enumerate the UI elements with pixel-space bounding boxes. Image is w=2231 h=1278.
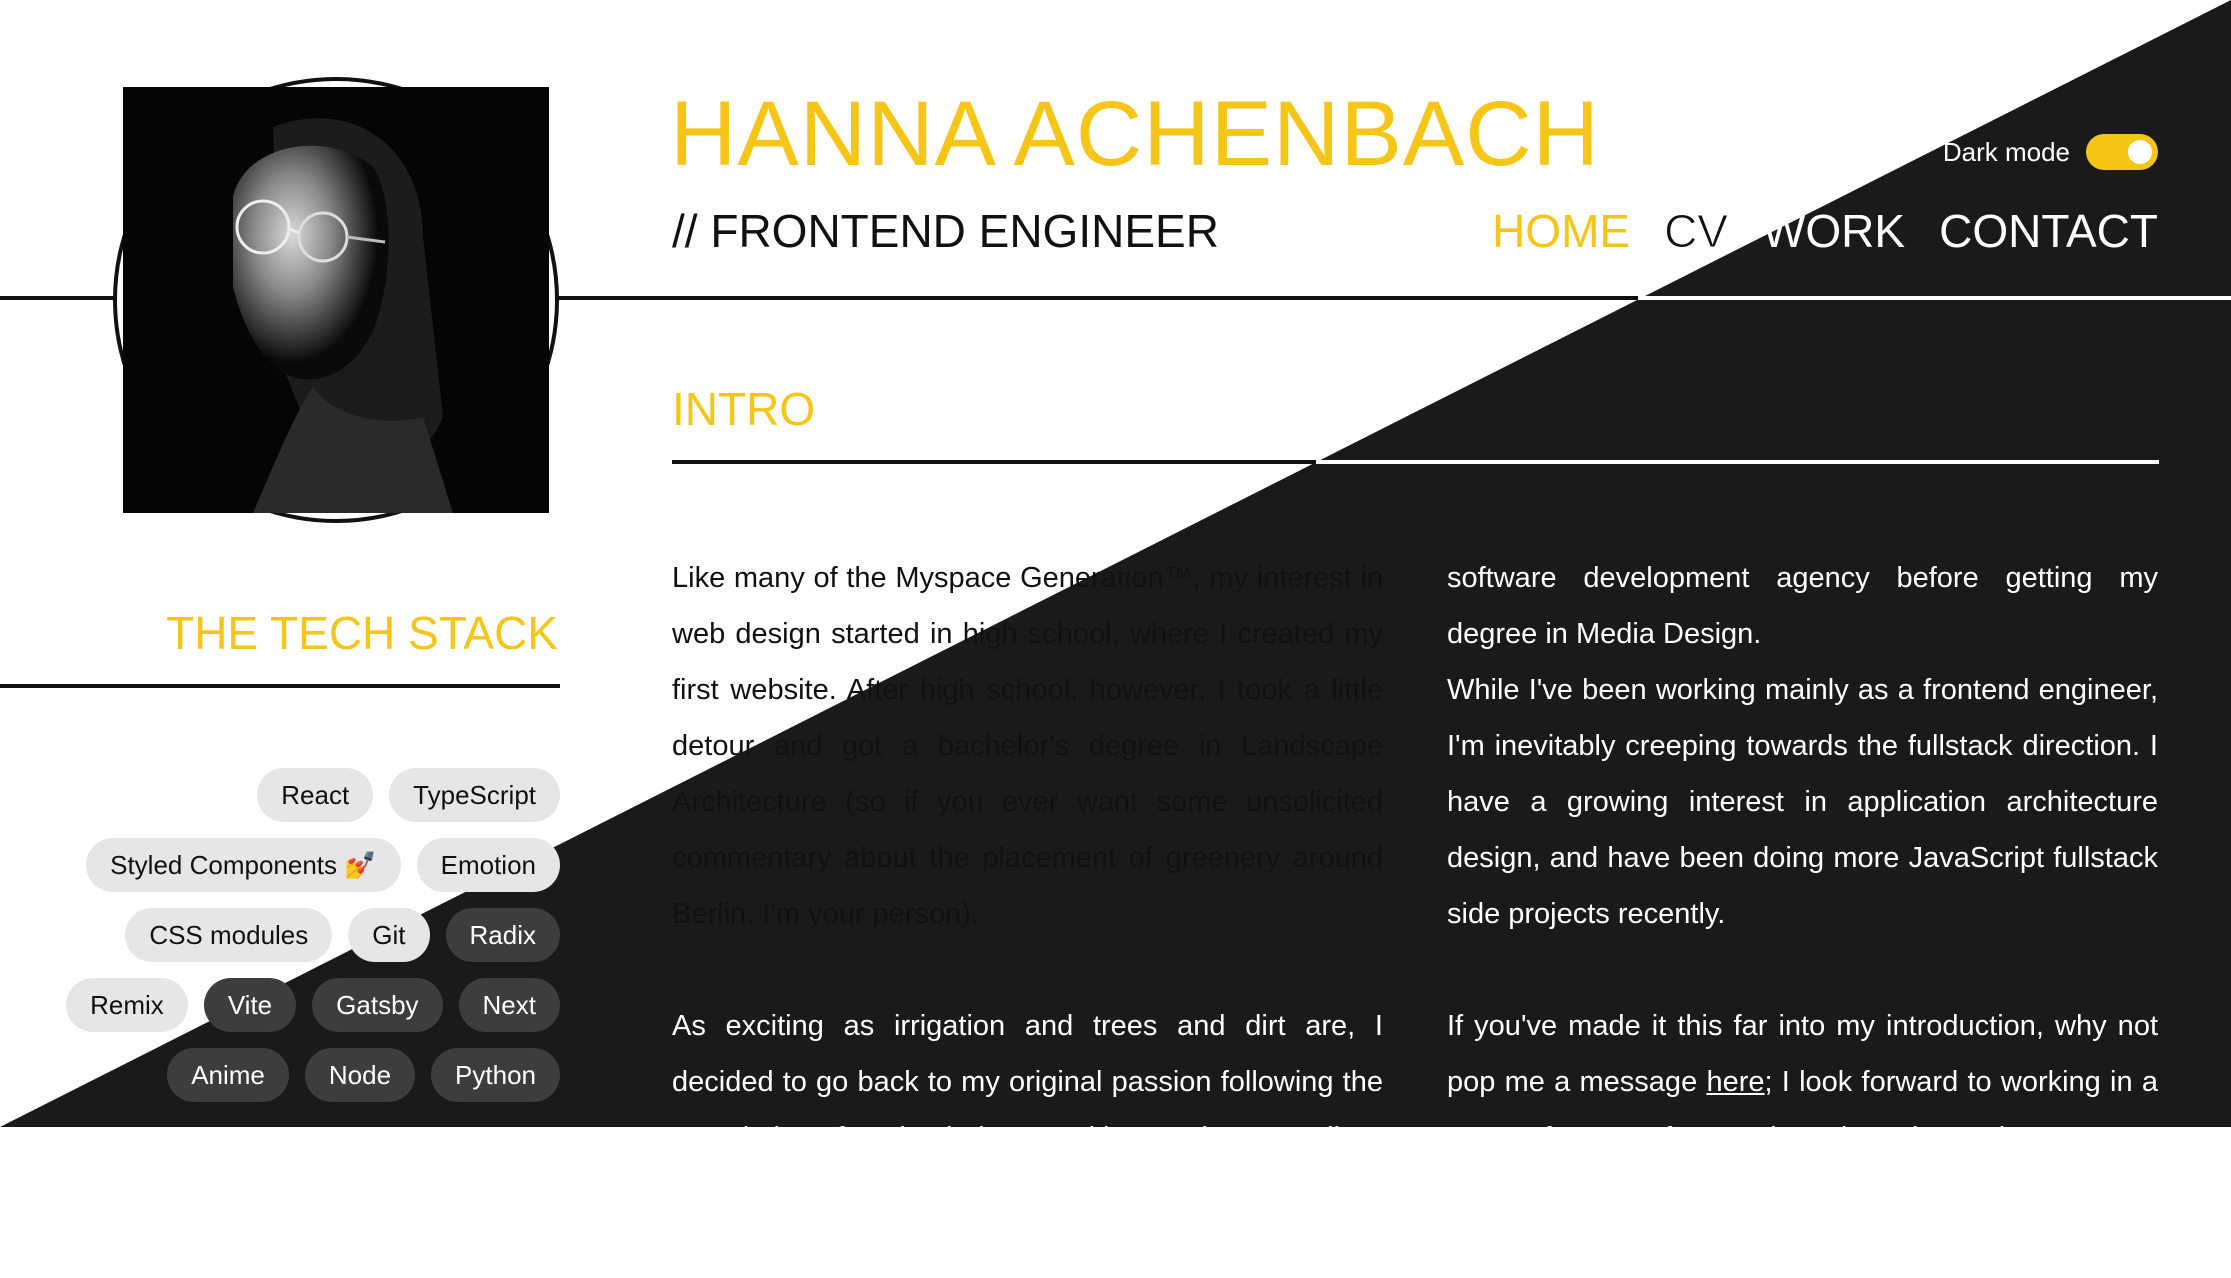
tag-row (125, 908, 560, 962)
tag-vite[interactable]: Vite (204, 978, 296, 1032)
portrait-photo (123, 87, 549, 513)
tag-gatsby[interactable]: Gatsby (312, 978, 442, 1032)
tech-stack-heading: THE TECH STACK (166, 607, 558, 659)
intro-text: If you've made it this far into my introduction, why not pop me a message (1447, 1010, 2158, 1098)
dark-mode-control (1943, 134, 2158, 170)
intro-text: software development agency before getting my degree in Media Design. (1447, 562, 2158, 650)
nav-contact[interactable]: CONTACT (1939, 205, 2158, 257)
avatar (113, 77, 559, 523)
tag-remix[interactable]: Remix (66, 978, 188, 1032)
tag-git[interactable]: Git (348, 908, 429, 962)
tech-stack-divider (0, 684, 560, 688)
tag-anime[interactable]: Anime (167, 1048, 289, 1102)
tag-python[interactable]: Python (431, 1048, 560, 1102)
tag-row (66, 978, 560, 1032)
intro-paragraph: As exciting as irrigation and trees and dirt are, I decided to go back to my original passion following the completion of my bachelor's, and interned at a small (672, 1010, 1383, 1154)
intro-divider-light (672, 460, 1316, 464)
intro-paragraph: Like many of the Myspace Generation™, my interest in web design started in high school, where I created my first website. After high school, however, I took a little detour and got a bachelor's degree in Landscape Architecture (so if you ever want some unsolicited commentary about the placement of greenery around Berlin, I'm your person). (672, 562, 1383, 930)
nav-work[interactable]: WORK (1761, 205, 1906, 257)
intro-divider-dark (1316, 460, 2159, 464)
site-title: HANNA ACHENBACH (670, 83, 1601, 185)
tag-emotion[interactable]: Emotion (417, 838, 560, 892)
main-nav (1492, 205, 2158, 257)
tag-radix[interactable]: Radix (446, 908, 560, 962)
intro-column-right (1447, 550, 2158, 1278)
dark-mode-label: Dark mode (1942, 136, 2070, 167)
intro-text: While I've been working mainly as a frontend engineer, I'm inevitably creeping towards the fullstack direction. I have a growing interest in application architecture design, and have been doing more JavaScript fullstack side projects recently. (1447, 674, 2158, 930)
nav-cv[interactable]: CV (1664, 205, 1728, 257)
intro-heading: INTRO (672, 383, 816, 435)
site-subtitle: // FRONTEND ENGINEER (672, 205, 1219, 257)
intro-paragraph (1447, 998, 2158, 1222)
tag-row (167, 1048, 560, 1102)
tag-next[interactable]: Next (459, 978, 560, 1032)
tag-row (257, 768, 560, 822)
tag-node[interactable]: Node (305, 1048, 415, 1102)
intro-paragraph (1447, 550, 2158, 942)
intro-column-left (672, 550, 1383, 1222)
tag-react[interactable]: React (257, 768, 373, 822)
toggle-knob (2128, 140, 2152, 164)
intro-text: ; I look forward to working in a team of smart, fun, and motivated people to create some (1447, 1066, 2158, 1210)
nav-home[interactable]: HOME (1492, 205, 1631, 257)
tech-stack-tags (0, 768, 560, 1102)
tag-styled-components[interactable]: Styled Components 💅 (86, 838, 401, 892)
tag-row (86, 838, 560, 892)
header-divider-dark (1638, 296, 2231, 300)
dark-mode-toggle[interactable] (2086, 134, 2158, 170)
tag-css-modules[interactable]: CSS modules (125, 908, 332, 962)
contact-link[interactable]: here (1706, 1066, 1765, 1098)
tag-typescript[interactable]: TypeScript (389, 768, 560, 822)
